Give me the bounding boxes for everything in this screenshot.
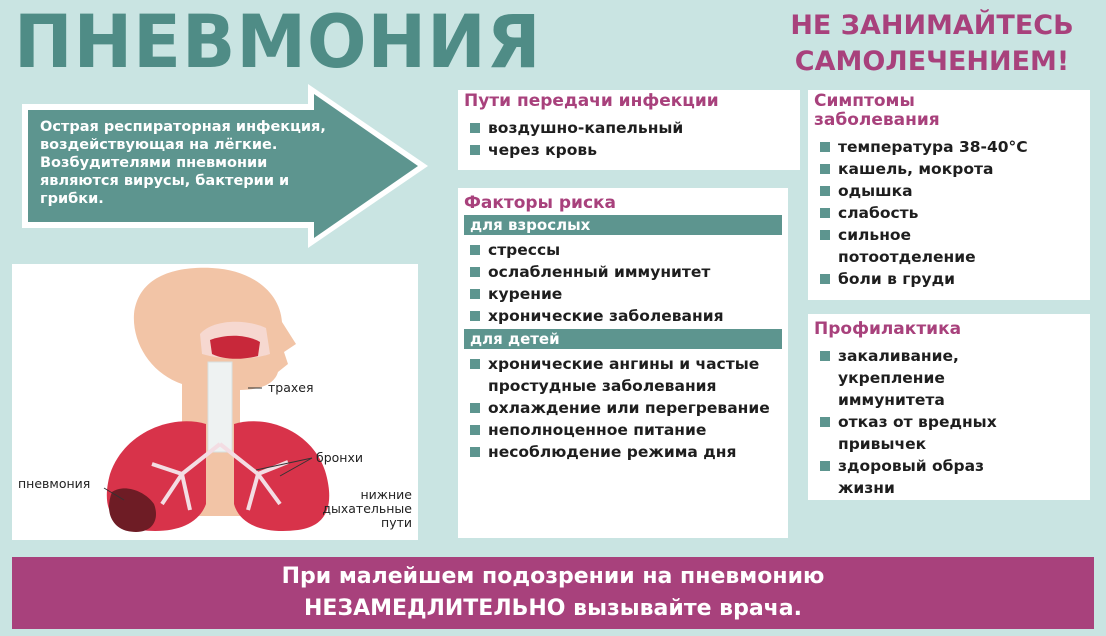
list-item: температура 38-40°С [814, 136, 1084, 158]
definition-text: Острая респираторная инфекция, воздействующая на лёгкие. Возбудителями пневмонии являются вирусы, бактерии и грибки. [40, 119, 326, 207]
warning-line-2: САМОЛЕЧЕНИЕМ! [794, 46, 1070, 77]
prevention-heading: Профилактика [814, 319, 962, 339]
warning-banner [772, 8, 1092, 80]
symptoms-panel [808, 90, 1090, 300]
label-bronchi: бронхи [316, 450, 363, 465]
symptoms-list [814, 136, 1084, 290]
risk-adults-label: для взрослых [464, 215, 782, 235]
symptoms-heading: Симптомы заболевания [814, 91, 940, 130]
list-item: ослабленный иммунитет [464, 261, 782, 283]
list-item: здоровый образ жизни [814, 455, 1044, 499]
prevention-panel [808, 314, 1090, 500]
list-item: курение [464, 283, 782, 305]
list-item: хронические заболевания [464, 305, 782, 327]
label-trachea: трахея [268, 380, 314, 395]
list-item: слабость [814, 202, 1084, 224]
risk-heading: Факторы риска [464, 193, 617, 213]
list-item: стрессы [464, 239, 782, 261]
prevention-list [814, 345, 1044, 499]
transmission-list [464, 117, 794, 161]
list-item: боли в груди [814, 268, 1084, 290]
list-item: охлаждение или перегревание [464, 397, 782, 419]
transmission-panel [458, 90, 800, 170]
list-item: несоблюдение режима дня [464, 441, 782, 463]
transmission-heading: Пути передачи инфекции [464, 91, 719, 111]
warning-line-1: НЕ ЗАНИМАЙТЕСЬ [790, 10, 1074, 41]
list-item: отказ от вредных привычек [814, 411, 1044, 455]
label-pneumonia: пневмония [18, 476, 91, 491]
risk-adults-list [464, 239, 782, 327]
footer-line-2: НЕЗАМЕДЛИТЕЛЬНО вызывайте врача. [304, 596, 802, 621]
risk-children-label: для детей [464, 329, 782, 349]
respiratory-illustration [12, 264, 418, 540]
list-item: закаливание, укрепление иммунитета [814, 345, 1044, 411]
list-item: одышка [814, 180, 1084, 202]
list-item: кашель, мокрота [814, 158, 1084, 180]
list-item: через кровь [464, 139, 794, 161]
list-item: сильное потоотделение [814, 224, 1018, 268]
list-item: воздушно-капельный [464, 117, 794, 139]
list-item: хронические ангины и частые простудные заболевания [464, 353, 782, 397]
page-title: ПНЕВМОНИЯ [14, 0, 542, 86]
list-item: неполноценное питание [464, 419, 782, 441]
risk-children-list [464, 353, 782, 463]
footer-banner [12, 557, 1094, 629]
footer-line-1: При малейшем подозрении на пневмонию [281, 564, 825, 589]
label-lower-airways: нижние дыхательные пути [322, 487, 412, 530]
risk-panel [458, 188, 788, 538]
